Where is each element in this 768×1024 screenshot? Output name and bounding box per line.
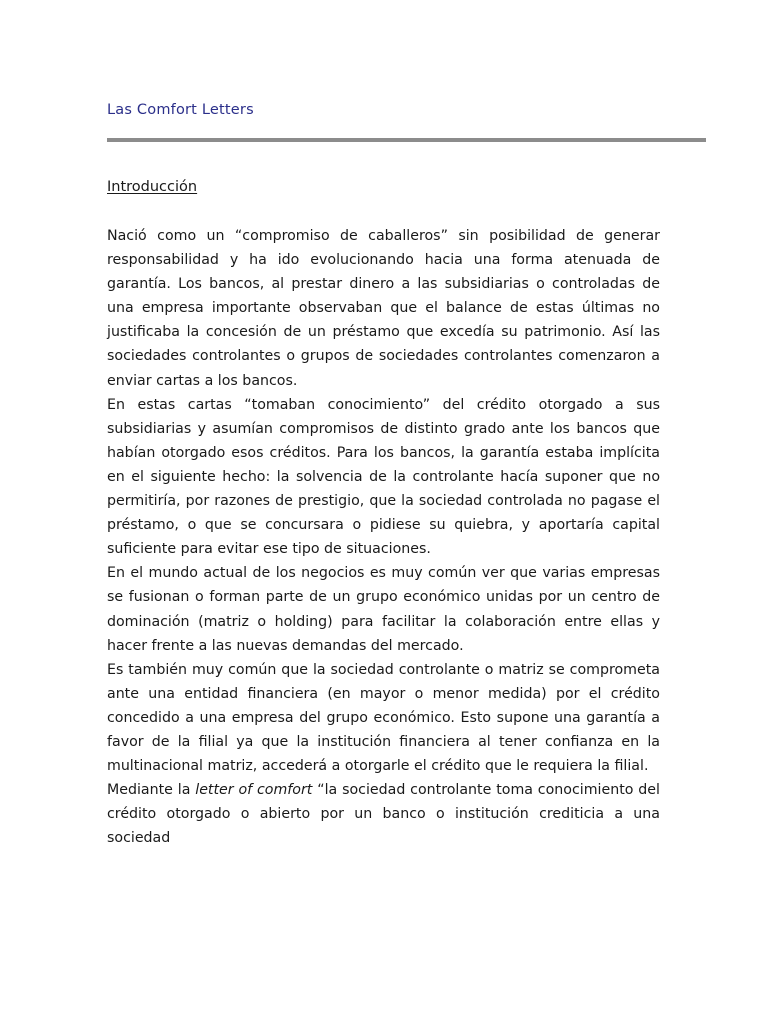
body-text: [107, 224, 660, 850]
paragraph-5-lead: Mediante la: [107, 782, 196, 799]
paragraph-4: Es también muy común que la sociedad controlante o matriz se comprometa ante una entidad financiera (en mayor o menor medida) por el crédito concedido a una empresa del grupo económico. Esto supone una garantía a favor de la filial ya que la institución financiera al tener confianza en la multinacional matriz, accederá a otorgarle el crédito que le requiera la filial.: [107, 661, 660, 775]
paragraph-3: En el mundo actual de los negocios es muy común ver que varias empresas se fusionan o forman parte de un grupo económico unidas por un centro de dominación (matriz o holding) para facilitar la colaboración entre ellas y hacer frente a las nuevas demandas del mercado.: [107, 565, 660, 654]
paragraph-5-rest: “la sociedad controlante toma conocimiento del crédito otorgado o abierto por un banco o institución crediticia a una sociedad: [107, 782, 660, 847]
section-heading: Introducción: [107, 179, 198, 195]
letter-of-comfort-term: letter of comfort: [195, 782, 313, 799]
paragraph-2: En estas cartas “tomaban conocimiento” del crédito otorgado a sus subsidiarias y asumían compromisos de distinto grado ante los bancos que habían otorgado esos créditos. Para los bancos, la garantía estaba implícita en el siguiente hecho: la solvencia de la controlante hacía suponer que no permitiría, por razones de prestigio, que la sociedad controlada no pagase el préstamo, o que se concursara o pidiese su quiebra, y aportaría capital suficiente para evitar ese tipo de situaciones.: [107, 396, 660, 558]
document-title: Las Comfort Letters: [107, 102, 254, 118]
paragraph-5: [107, 778, 660, 850]
paragraph-1: Nació como un “compromiso de caballeros” sin posibilidad de generar responsabilidad y ha ido evolucionando hacia una forma atenuada de garantía. Los bancos, al prestar dinero a las subsidiarias o controladas de una empresa importante observaban que el balance de estas últimas no justificaba la concesión de un préstamo que excedía su patrimonio. Así las sociedades controlantes o grupos de sociedades controlantes comenzaron a enviar cartas a los bancos.: [107, 228, 660, 389]
title-divider: [107, 138, 706, 142]
